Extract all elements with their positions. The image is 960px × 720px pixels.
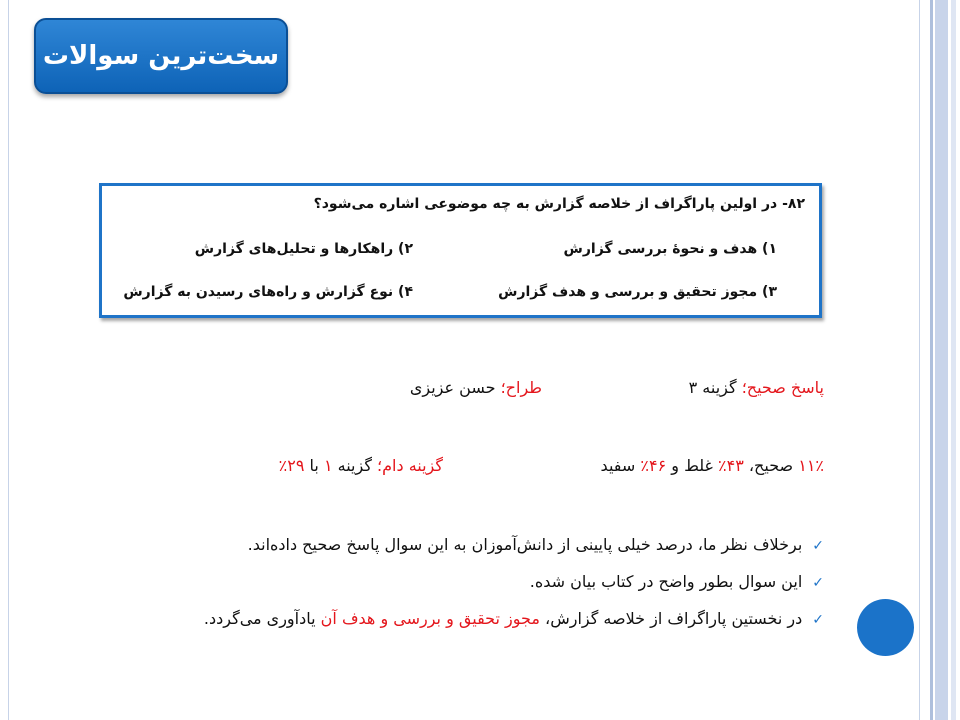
note-highlight: مجوز تحقیق و بررسی و هدف آن bbox=[320, 609, 540, 628]
trap-prefix: گزینه bbox=[337, 456, 372, 475]
check-icon: ✓ bbox=[812, 575, 824, 591]
blank-word: سفید bbox=[600, 456, 636, 475]
question-number: ۸۲- bbox=[782, 196, 805, 212]
option-3: ۳) مجوز تحقیق و بررسی و هدف گزارش bbox=[498, 284, 777, 300]
option-2: ۲) راهکارها و تحلیل‌های گزارش bbox=[194, 241, 413, 257]
question-box bbox=[99, 183, 822, 318]
option-1: ۱) هدف و نحوهٔ بررسی گزارش bbox=[563, 241, 777, 257]
correct-word: صحیح، bbox=[748, 456, 794, 475]
correct-answer-value: گزینه ۳ bbox=[688, 378, 737, 397]
trap-percent: ۲۹٪ bbox=[278, 456, 305, 475]
note-text: این سوال بطور واضح در کتاب بیان شده. bbox=[529, 572, 803, 591]
trap-with: با bbox=[309, 456, 319, 475]
notes-list bbox=[204, 535, 824, 646]
correct-answer bbox=[689, 378, 824, 397]
note-suffix: یادآوری می‌گردد. bbox=[203, 609, 316, 628]
trap-label: گزینه دام؛ bbox=[377, 456, 443, 475]
decorative-side-bars bbox=[920, 0, 960, 720]
designer bbox=[410, 378, 542, 397]
trap-option-number: ۱ bbox=[323, 456, 333, 475]
blank-percent: ۴۶٪ bbox=[640, 456, 667, 475]
correct-answer-label: پاسخ صحیح؛ bbox=[741, 378, 824, 397]
note-text: برخلاف نظر ما، درصد خیلی پایینی از دانش‌آموزان به این سوال پاسخ صحیح داده‌اند. bbox=[247, 535, 803, 554]
list-item bbox=[204, 572, 824, 609]
check-icon: ✓ bbox=[812, 538, 824, 554]
option-4: ۴) نوع گزارش و راه‌های رسیدن به گزارش bbox=[123, 284, 413, 300]
wrong-percent: ۴۳٪ bbox=[718, 456, 744, 475]
correct-percent: ۱۱٪ bbox=[798, 456, 824, 475]
question-body: در اولین پاراگراف از خلاصه گزارش به چه موضوعی اشاره می‌شود؟ bbox=[313, 196, 778, 212]
check-icon: ✓ bbox=[812, 612, 824, 628]
designer-name: حسن عزیزی bbox=[409, 378, 496, 397]
answer-stats bbox=[601, 456, 824, 475]
list-item bbox=[204, 609, 824, 646]
wrong-word: غلط و bbox=[671, 456, 713, 475]
trap-option bbox=[279, 456, 443, 475]
decorative-circle bbox=[857, 599, 914, 656]
note-prefix: در نخستین پاراگراف از خلاصه گزارش، bbox=[545, 609, 803, 628]
question-text bbox=[314, 196, 805, 212]
list-item bbox=[204, 535, 824, 572]
designer-label: طراح؛ bbox=[500, 378, 542, 397]
slide-title: سخت‌ترین سوالات bbox=[34, 18, 288, 94]
